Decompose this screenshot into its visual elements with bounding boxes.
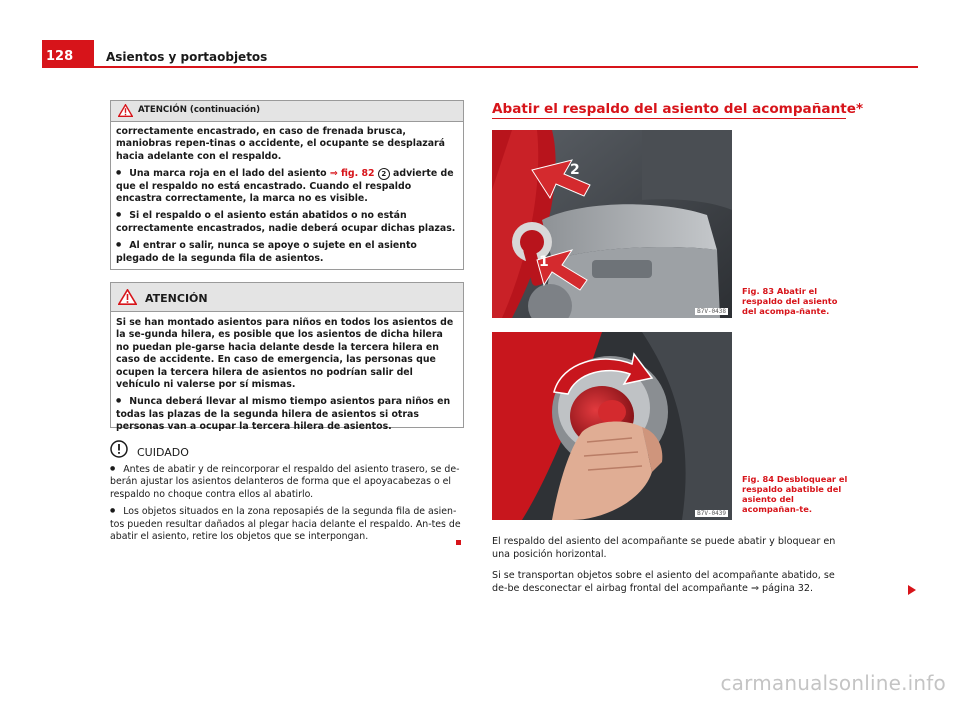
continue-arrow-icon — [907, 585, 917, 595]
figure-83-caption: Fig. 83 Abatir el respaldo del asiento del acompa-ñante. — [742, 286, 838, 316]
caution-icon — [110, 440, 128, 458]
figure-reference-link[interactable]: ⇒ fig. 82 — [329, 168, 375, 180]
warning-header — [111, 283, 463, 312]
figure-code: B7V-0438 — [697, 308, 726, 315]
bullet-text: advierte de que el respaldo no está encastrado. Cuando el respaldo encastra correctamente, la marca no es visible. — [116, 168, 454, 205]
section-title: Abatir el respaldo del asiento del acompañante* — [492, 101, 864, 117]
figure-83-image — [492, 130, 732, 318]
caution-body — [110, 463, 462, 543]
warning-continuation-bullet: ● Si el respaldo o el asiento están abatidos o no están correctamente encastrados, nadie deberá ocupar dichas plazas. — [116, 209, 457, 235]
caution-bullet: ● Los objetos situados en la zona reposapiés de la segunda fila de asien-tos pueden resultar dañados al plegar hacia delante el respaldo. An-tes de abatir el asiento, retire los objetos que se interpongan. — [110, 505, 462, 543]
page-number: 128 — [46, 49, 74, 64]
warning-triangle-icon — [118, 289, 137, 305]
figure-84-caption: Fig. 84 Desbloquear el respaldo abatible del asiento del acompañan-te. — [742, 474, 848, 514]
warning-continuation-box — [110, 100, 464, 270]
caution-bullet: ● Antes de abatir y de reincorporar el respaldo del asiento trasero, se de-berán ajustar los asientos delanteros de forma que el apoyacabezas o el respaldo no choque contra ellos al abatirlo. — [110, 463, 462, 501]
section-body — [492, 535, 852, 595]
caution-title: CUIDADO — [137, 446, 189, 459]
body-paragraph: El respaldo del asiento del acompañante se puede abatir y bloquear en una posición horizontal. — [492, 536, 836, 560]
warning-continuation-text: correctamente encastrado, en caso de frenada brusca, maniobras repen-tinas o accidente, el ocupante se desplazará hacia adelante con el respaldo. — [116, 126, 446, 162]
warning-title: ATENCIÓN — [145, 292, 208, 305]
section-divider — [492, 118, 846, 119]
warning-continuation-bullet — [116, 167, 457, 205]
page-number-tab — [42, 40, 94, 66]
warning-continuation-title: ATENCIÓN (continuación) — [138, 105, 261, 115]
header-divider — [42, 66, 918, 68]
figure-code: B7V-0439 — [697, 510, 726, 517]
backrest-lever-illustration — [492, 332, 732, 520]
warning-bullet: ● Nunca deberá llevar al mismo tiempo asientos para niños en todas las plazas de la segunda hilera de asientos si otras personas van a ocupar la tercera hilera de asientos. — [116, 395, 457, 433]
seat-backrest-illustration — [492, 130, 732, 318]
chapter-title: Asientos y portaobjetos — [106, 50, 268, 64]
callout-label-2: 2 — [570, 162, 580, 178]
watermark: carmanualsonline.info — [720, 671, 946, 695]
warning-continuation-bullet: ● Al entrar o salir, nunca se apoye o sujete en el asiento plegado de la segunda fila de asientos. — [116, 239, 457, 265]
warning-continuation-header — [111, 101, 463, 122]
figure-84-image — [492, 332, 732, 520]
warning-triangle-icon — [118, 104, 133, 117]
body-paragraph: Si se transportan objetos sobre el asiento del acompañante abatido, se de-be desconectar el airbag frontal del acompañante ⇒ página 32. — [492, 570, 835, 594]
warning-text: Si se han montado asientos para niños en todos los asientos de la se-gunda hilera, es posible que los asientos de dicha hilera no puedan ple-garse hacia delante desde la tercera hilera en caso de accidente. En caso de emergencia, las personas que ocupen la tercera hilera de asientos no podrían salir del vehículo ni valerse por sí mismas. — [116, 317, 454, 391]
callout-number: 2 — [378, 168, 390, 180]
bullet-text: Una marca roja en el lado del asiento — [129, 168, 330, 180]
warning-box — [110, 282, 464, 433]
callout-label-1: 1 — [539, 254, 549, 270]
end-of-section-marker — [456, 540, 461, 545]
